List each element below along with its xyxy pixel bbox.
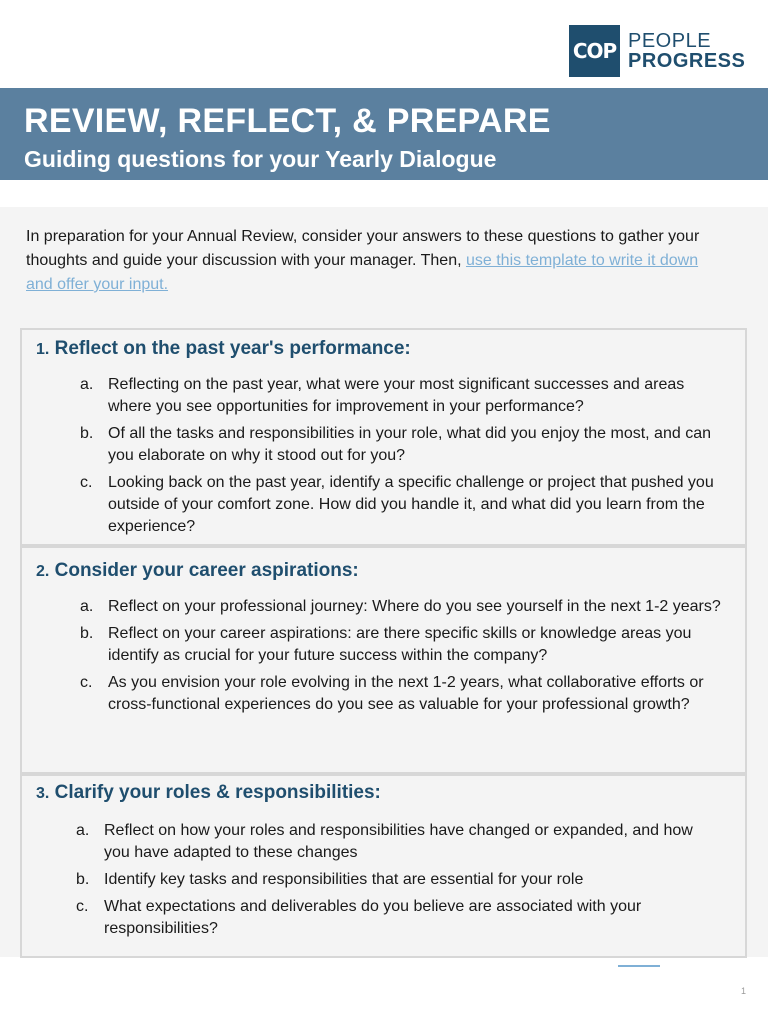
section-roles	[20, 774, 747, 958]
section-heading	[36, 560, 359, 582]
item-marker: c.	[80, 474, 93, 491]
item-marker: c.	[76, 898, 89, 915]
section-number: 3.	[36, 785, 50, 802]
question-list	[76, 820, 716, 945]
item-text: Reflecting on the past year, what were your most significant successes and areas where you see opportunities for improvement in your performance?	[108, 376, 685, 415]
page-subtitle: Guiding questions for your Yearly Dialogue	[24, 146, 497, 172]
list-item	[80, 374, 730, 418]
item-marker: c.	[80, 674, 93, 691]
item-text: Reflect on your career aspirations: are there specific skills or knowledge areas you identify as crucial for your future success within the company?	[108, 625, 692, 664]
section-heading	[36, 782, 381, 804]
list-item	[80, 596, 730, 618]
item-text: As you envision your role evolving in the next 1-2 years, what collaborative efforts or cross-functional experiences do you see as valuable for your professional growth?	[108, 674, 704, 713]
list-item	[76, 896, 716, 940]
cop-logo	[569, 25, 745, 77]
item-marker: a.	[76, 822, 90, 839]
decorative-divider	[618, 965, 660, 967]
template-link[interactable]: use this template to write it down and offer your input.	[26, 252, 699, 293]
item-text: What expectations and deliverables do you believe are associated with your responsibilities?	[104, 898, 642, 937]
section-number: 2.	[36, 563, 50, 580]
page-number: 1	[741, 986, 747, 996]
item-marker: b.	[80, 625, 94, 642]
list-item	[76, 820, 716, 864]
item-marker: b.	[76, 871, 90, 888]
section-title: Consider your career aspirations:	[54, 560, 359, 581]
list-item	[80, 672, 730, 716]
list-item	[80, 423, 730, 467]
list-item	[80, 623, 730, 667]
item-text: Of all the tasks and responsibilities in your role, what did you enjoy the most, and can you elaborate on why it stood out for you?	[108, 425, 711, 464]
list-item	[80, 472, 730, 538]
page-title: REVIEW, REFLECT, & PREPARE	[24, 102, 551, 140]
section-number: 1.	[36, 341, 50, 358]
section-heading	[36, 338, 411, 360]
logo-wordmark	[628, 31, 745, 71]
item-text: Reflect on your professional journey: Where do you see yourself in the next 1-2 years?	[108, 598, 721, 615]
item-marker: b.	[80, 425, 94, 442]
item-marker: a.	[80, 376, 94, 393]
section-title: Reflect on the past year's performance:	[54, 338, 411, 359]
logo-line-people: PEOPLE	[628, 30, 712, 52]
intro-text: In preparation for your Annual Review, consider your answers to these questions to gather your thoughts and guide your discussion with your manager. Then,	[26, 228, 700, 269]
logo-mark: COP	[569, 25, 620, 77]
item-text: Identify key tasks and responsibilities that are essential for your role	[104, 871, 584, 888]
intro-paragraph	[26, 225, 726, 297]
question-list	[80, 374, 730, 543]
title-banner	[0, 88, 768, 180]
item-text: Reflect on how your roles and responsibilities have changed or expanded, and how you have adapted to these changes	[104, 822, 693, 861]
list-item	[76, 869, 716, 891]
section-career	[20, 546, 747, 774]
section-title: Clarify your roles & responsibilities:	[54, 782, 381, 803]
logo-line-progress: PROGRESS	[628, 50, 746, 72]
item-marker: a.	[80, 598, 94, 615]
question-list	[80, 596, 730, 721]
item-text: Looking back on the past year, identify a specific challenge or project that pushed you outside of your comfort zone. How did you handle it, and what did you learn from the experience?	[108, 474, 714, 535]
section-performance	[20, 328, 747, 546]
